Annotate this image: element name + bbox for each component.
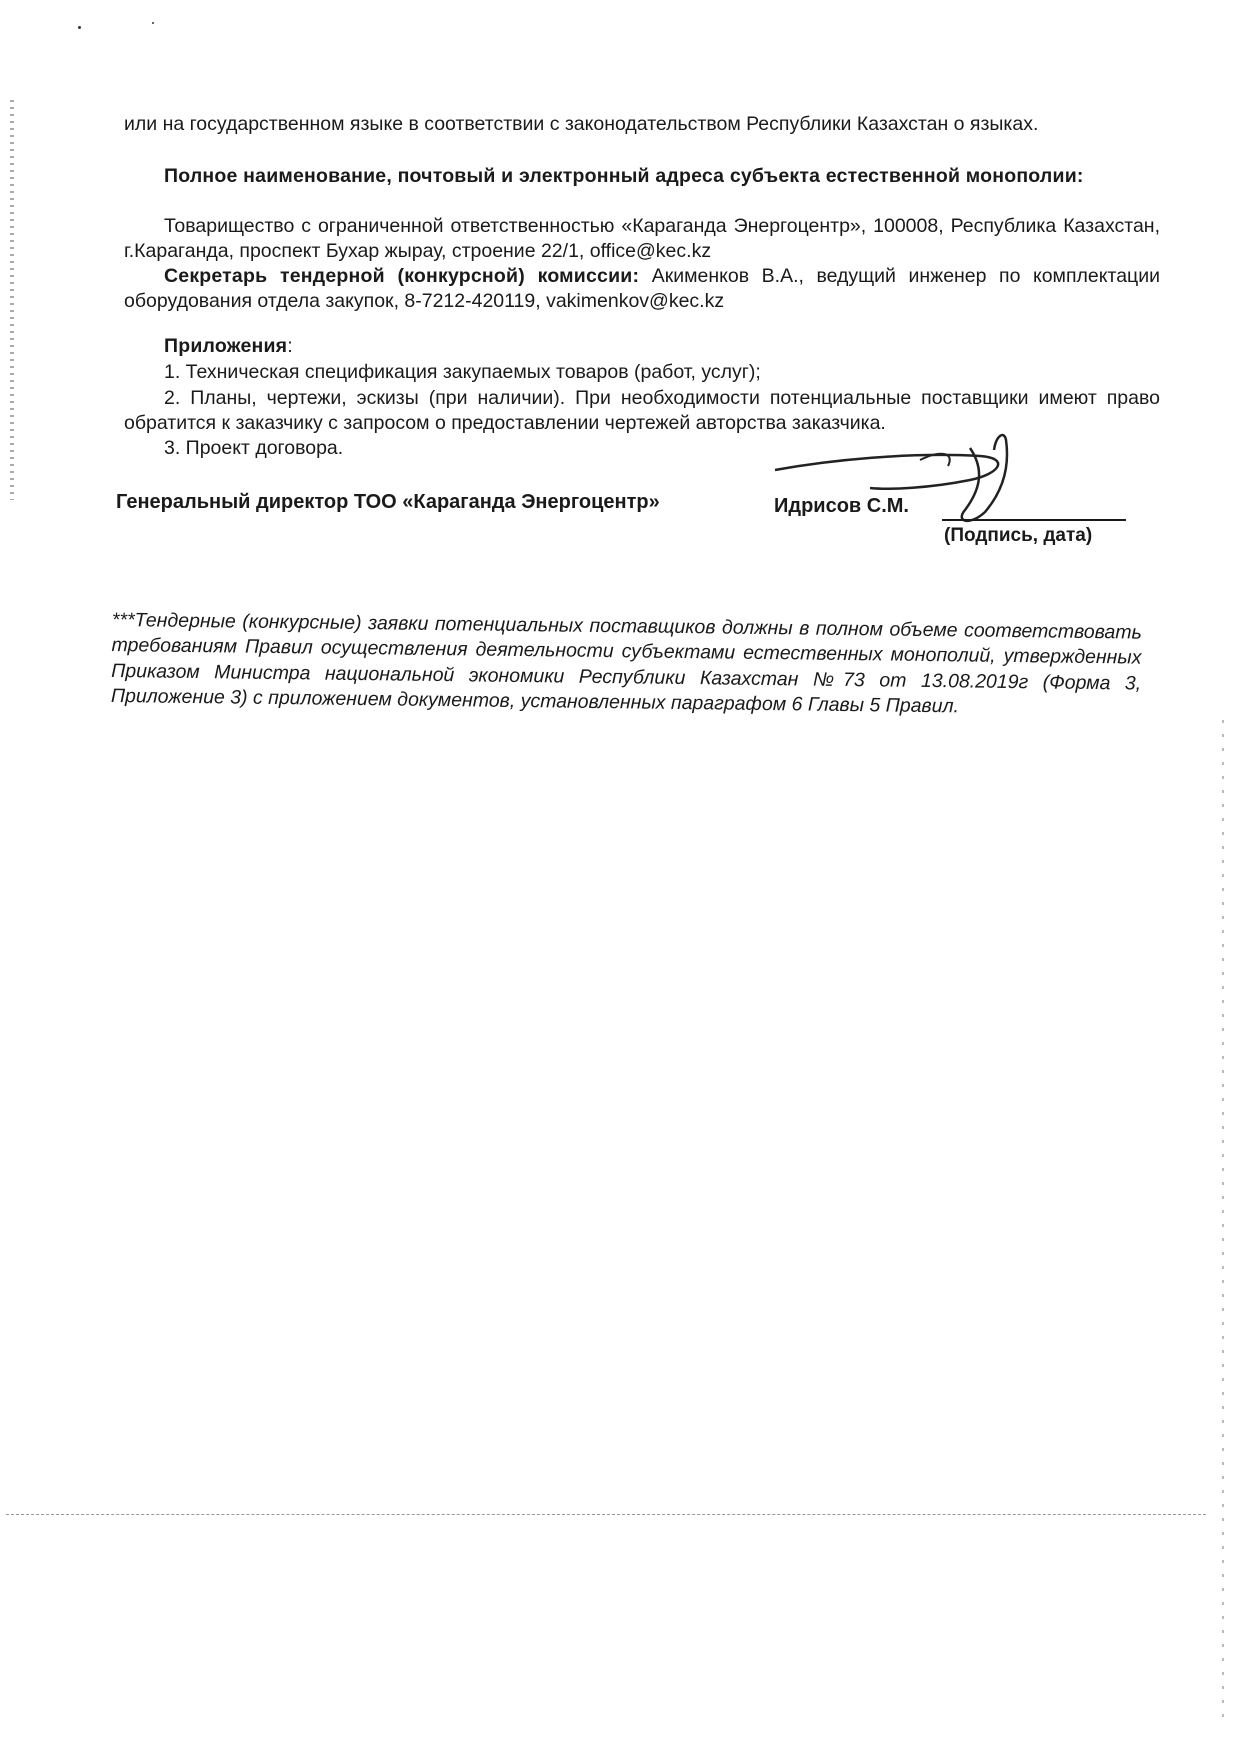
handwritten-signature [770,430,1090,540]
attachment-item [124,360,1160,385]
org-section [124,164,1160,189]
attachment-item-1: 1. Техническая спецификация закупаемых товаров (работ, услуг); [164,361,761,383]
attachment-item-2: 2. Планы, чертежи, эскизы (при наличии). При необходимости потенциальные поставщики имеют право обратится к заказчику с запросом о предоставлении чертежей авторства заказчика. [124,387,1160,435]
secretary-text: Акименков В.А., ведущий инженер по комплектации оборудования отдела закупок, 8-7212-420119, vakimenkov@kec.kz [124,265,1161,313]
footnote [111,608,1142,722]
scan-speck [78,26,81,29]
secretary-section [124,264,1160,315]
org-text: Товарищество с ограниченной ответственностью «Караганда Энергоцентр», 100008, Республика Казахстан, г.Караганда, проспект Бухар жырау, строение 22/1, office@kec.kz [124,215,1160,263]
scan-edge-artifact [1222,720,1224,1720]
scan-speck [152,22,154,24]
scan-edge-artifact [10,100,14,500]
director-name: Идрисов С.М. [774,495,909,517]
intro-paragraph-tail [124,112,1160,137]
director-position: Генеральный директор ТОО «Караганда Энергоцентр» [116,491,660,513]
org-heading: Полное наименование, почтовый и электронный адреса субъекта естественной монополии: [164,165,1084,187]
signature-caption: (Подпись, дата) [944,525,1093,546]
org-details [124,214,1160,265]
signature-line [942,519,1126,521]
fold-line [6,1514,1206,1515]
footnote-text: ***Тендерные (конкурсные) заявки потенциальных поставщиков должны в полном объеме соответствовать требованиям Правил осуществления деятельности субъектами естественных монополий, утвержденных Приказом Министра национальной экономики Республики Казахстан №73 от 13.08.2019г (Форма 3, Приложение 3) с приложением документов, установленных параграфом 6 Главы 5 Правил. [110,608,1142,718]
secretary-label: Секретарь тендерной (конкурсной) комиссии: [164,265,640,287]
attachment-item-3: 3. Проект договора. [164,437,344,459]
intro-tail-text: или на государственном языке в соответствии с законодательством Республики Казахстан о языках. [124,113,1039,135]
attachments-heading: Приложения: [164,335,293,357]
attachments-heading-text: Приложения [164,335,288,357]
